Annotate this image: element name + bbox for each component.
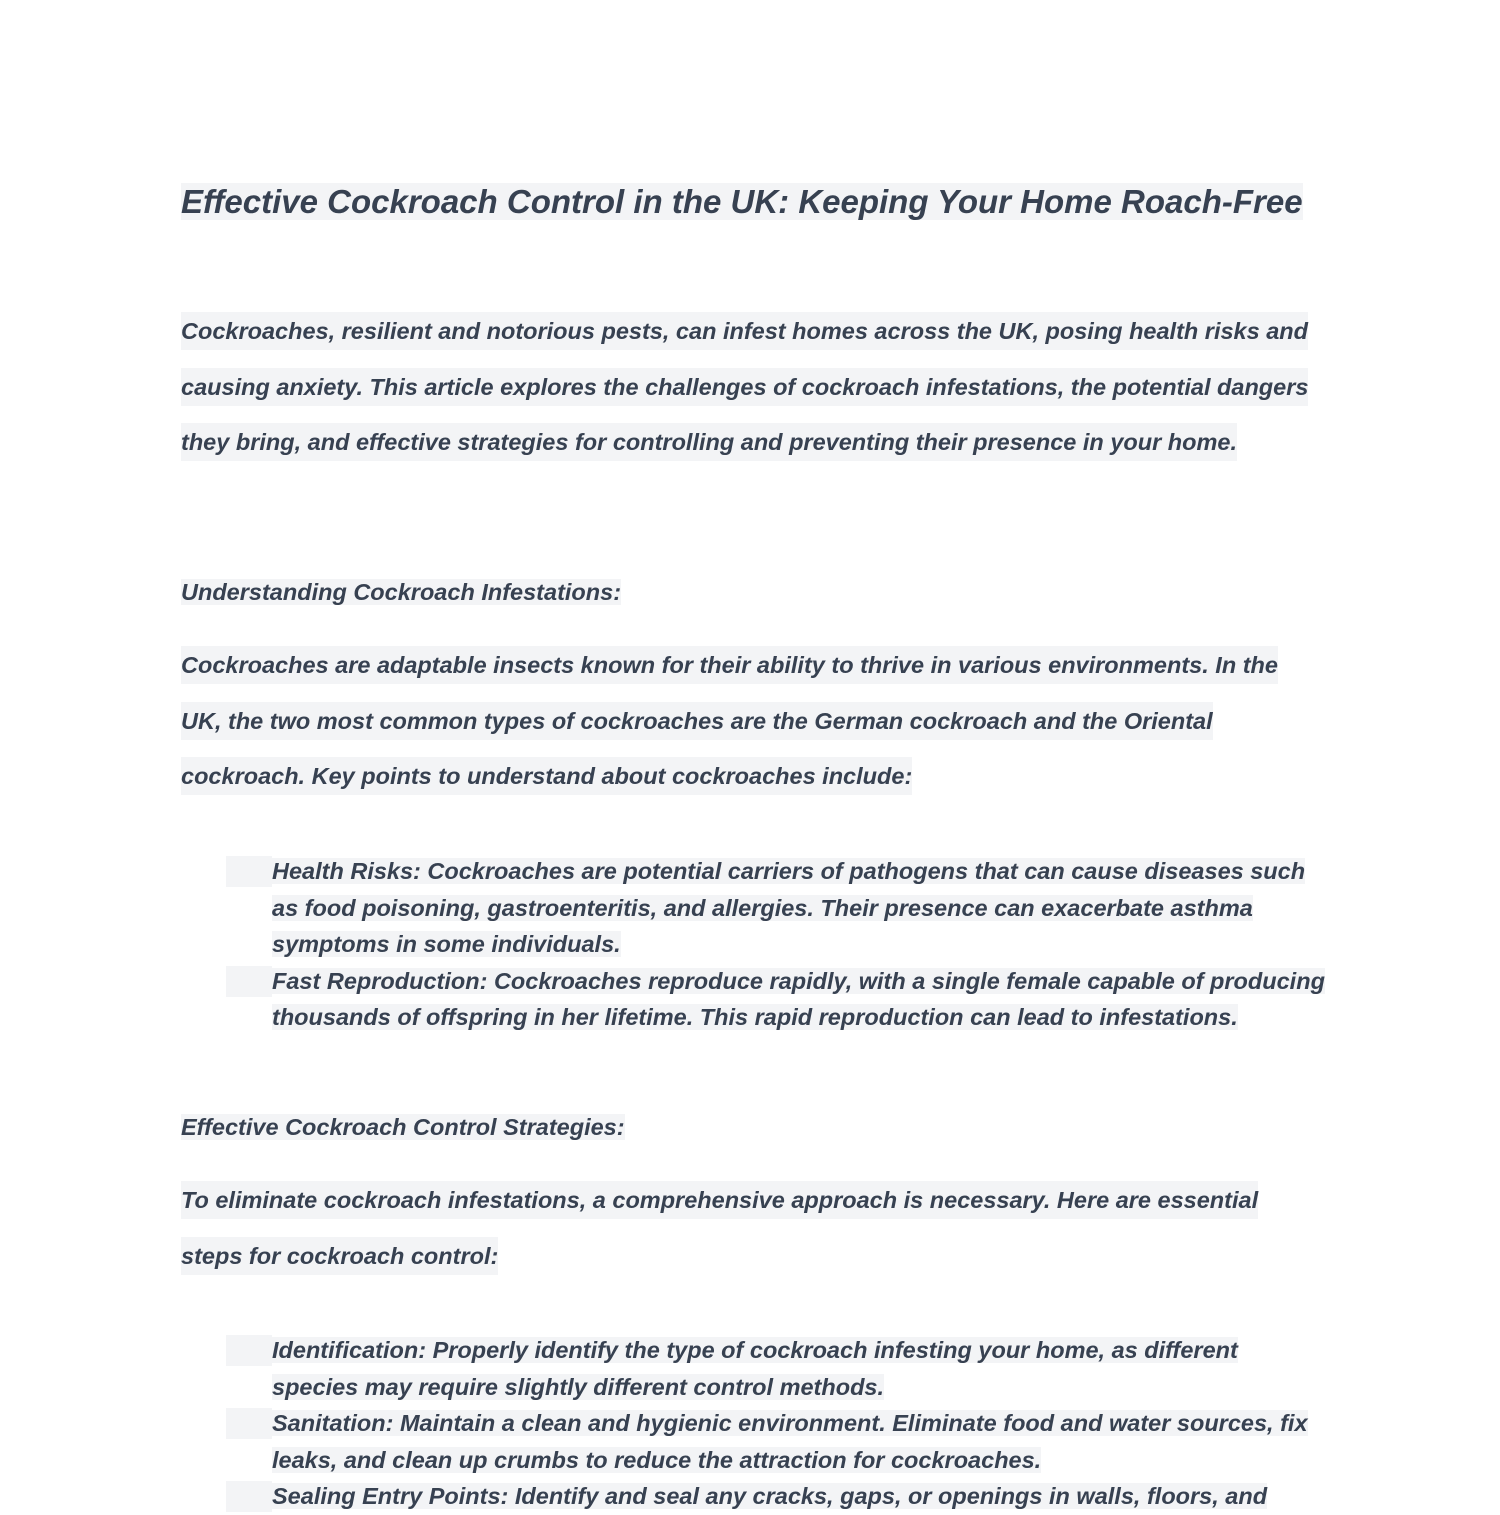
list-item: Sealing Entry Points: Identify and seal any cracks, gaps, or openings in walls, floors, and [226,1478,1326,1515]
list-item: Identification: Properly identify the type of cockroach infesting your home, as different species may require slightly different control methods. [226,1332,1326,1405]
intro-paragraph: Cockroaches, resilient and notorious pests, can infest homes across the UK, posing health risks and causing anxiety. This article explores the challenges of cockroach infestations, the potential dangers they bring, and effective strategies for controlling and preventing their presence in your home. [181,304,1316,471]
key-points-list [226,853,1326,1036]
section-heading-strategies: Effective Cockroach Control Strategies: [181,1114,625,1140]
document-title: Effective Cockroach Control in the UK: Keeping Your Home Roach-Free [181,183,1303,220]
section-body-understanding: Cockroaches are adaptable insects known for their ability to thrive in various environments. In the UK, the two most common types of cockroaches are the German cockroach and the Oriental cockroach. Key points to understand about cockroaches include: [181,638,1316,805]
list-item: Sanitation: Maintain a clean and hygienic environment. Eliminate food and water sources, fix leaks, and clean up crumbs to reduce the attraction for cockroaches. [226,1405,1326,1478]
list-marker [226,1408,272,1439]
section-body-strategies: To eliminate cockroach infestations, a comprehensive approach is necessary. Here are essential steps for cockroach control: [181,1173,1316,1284]
control-steps-list [226,1332,1326,1515]
section-heading-understanding: Understanding Cockroach Infestations: [181,579,622,605]
list-item: Fast Reproduction: Cockroaches reproduce rapidly, with a single female capable of producing thousands of offspring in her lifetime. This rapid reproduction can lead to infestations. [226,963,1326,1036]
list-marker [226,1481,272,1512]
list-item: Health Risks: Cockroaches are potential carriers of pathogens that can cause diseases such as food poisoning, gastroenteritis, and allergies. Their presence can exacerbate asthma symptoms in some individuals. [226,853,1326,963]
list-marker [226,1335,272,1366]
list-marker [226,856,272,887]
list-marker [226,966,272,997]
